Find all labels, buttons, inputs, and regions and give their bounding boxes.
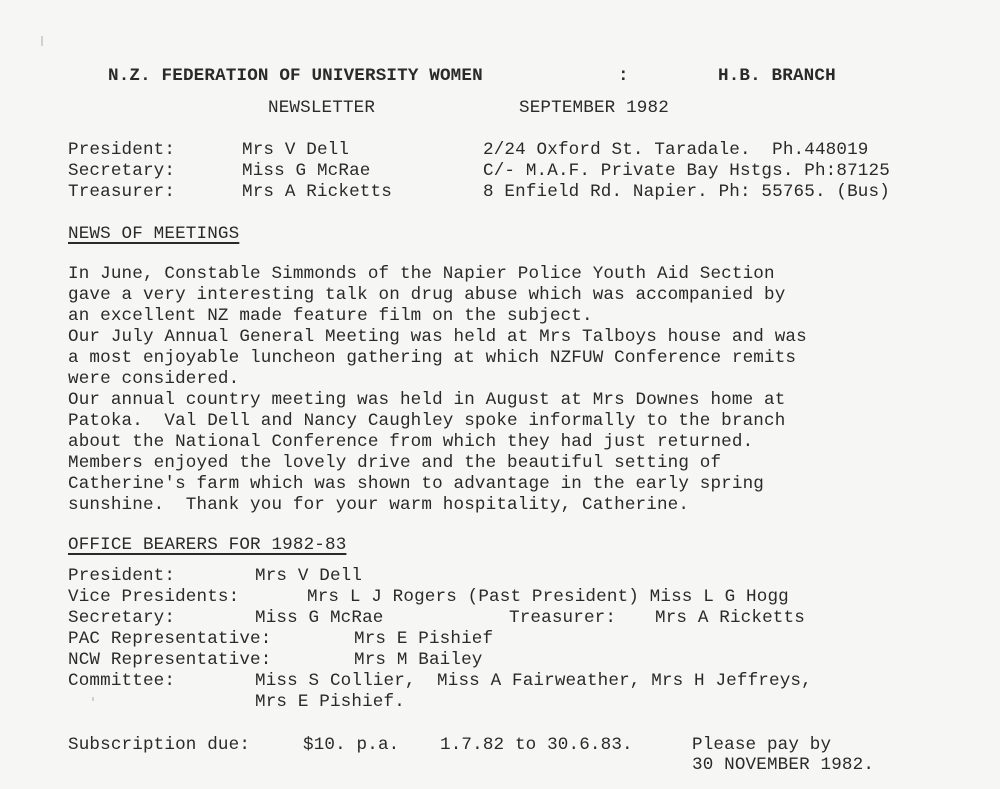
committee-members-continued: Mrs E Pishief. xyxy=(255,692,405,712)
news-line: Our July Annual General Meeting was held at Mrs Talboys house and was xyxy=(68,327,807,347)
news-line: a most enjoyable luncheon gathering at which NZFUW Conference remits xyxy=(68,348,797,368)
paper-speck xyxy=(41,36,43,46)
news-line: sunshine. Thank you for your warm hospitality, Catherine. xyxy=(68,495,690,515)
news-line: about the National Conference from which they had just returned. xyxy=(68,432,754,452)
committee-members: Miss S Collier, Miss A Fairweather, Mrs H Jeffreys, xyxy=(255,671,812,691)
news-line: were considered. xyxy=(68,369,240,389)
president-label: President: xyxy=(68,566,176,586)
payment-deadline: 30 NOVEMBER 1982. xyxy=(692,755,875,775)
branch-name: H.B. BRANCH xyxy=(718,66,836,86)
news-line: an excellent NZ made feature film on the subject. xyxy=(68,306,593,326)
news-line: Our annual country meeting was held in August at Mrs Downes home at xyxy=(68,390,786,410)
paper-speck xyxy=(92,697,94,701)
vice-presidents-value: Mrs L J Rogers (Past President) Miss L G Hogg xyxy=(307,587,789,607)
subscription-period: 1.7.82 to 30.6.83. xyxy=(440,735,633,755)
subscription-label: Subscription due: xyxy=(68,735,251,755)
contact-name: Mrs A Ricketts xyxy=(242,182,392,202)
newsletter-date: SEPTEMBER 1982 xyxy=(519,98,669,118)
payment-notice: Please pay by xyxy=(692,735,832,755)
president-value: Mrs V Dell xyxy=(255,566,363,586)
contact-role: President: xyxy=(68,140,176,160)
office-bearers-heading: OFFICE BEARERS FOR 1982-83 xyxy=(68,535,347,555)
organization-title: N.Z. FEDERATION OF UNIVERSITY WOMEN xyxy=(108,66,483,86)
treasurer-label: Treasurer: xyxy=(509,608,617,628)
contact-name: Mrs V Dell xyxy=(242,140,350,160)
contact-address: C/- M.A.F. Private Bay Hstgs. Ph:87125 xyxy=(483,161,890,181)
secretary-value: Miss G McRae xyxy=(255,608,384,628)
news-heading: NEWS OF MEETINGS xyxy=(68,224,240,244)
subscription-amount: $10. p.a. xyxy=(303,735,400,755)
news-line: Catherine's farm which was shown to advantage in the early spring xyxy=(68,474,765,494)
contact-address: 8 Enfield Rd. Napier. Ph: 55765. (Bus) xyxy=(483,182,890,202)
news-line: gave a very interesting talk on drug abuse which was accompanied by xyxy=(68,285,786,305)
contact-role: Treasurer: xyxy=(68,182,176,202)
pac-representative-label: PAC Representative: xyxy=(68,629,272,649)
contact-address: 2/24 Oxford St. Taradale. Ph.448019 xyxy=(483,140,869,160)
contact-role: Secretary: xyxy=(68,161,176,181)
vice-presidents-label: Vice Presidents: xyxy=(68,587,240,607)
contact-name: Miss G McRae xyxy=(242,161,371,181)
newsletter-label: NEWSLETTER xyxy=(268,98,376,118)
news-line: Members enjoyed the lovely drive and the beautiful setting of xyxy=(68,453,722,473)
committee-label: Committee: xyxy=(68,671,176,691)
treasurer-value: Mrs A Ricketts xyxy=(655,608,805,628)
news-line: In June, Constable Simmonds of the Napier Police Youth Aid Section xyxy=(68,264,775,284)
pac-representative-value: Mrs E Pishief xyxy=(354,629,494,649)
secretary-label: Secretary: xyxy=(68,608,176,628)
header-separator: : xyxy=(618,66,629,86)
ncw-representative-label: NCW Representative: xyxy=(68,650,272,670)
ncw-representative-value: Mrs M Bailey xyxy=(354,650,483,670)
news-line: Patoka. Val Dell and Nancy Caughley spoke informally to the branch xyxy=(68,411,786,431)
